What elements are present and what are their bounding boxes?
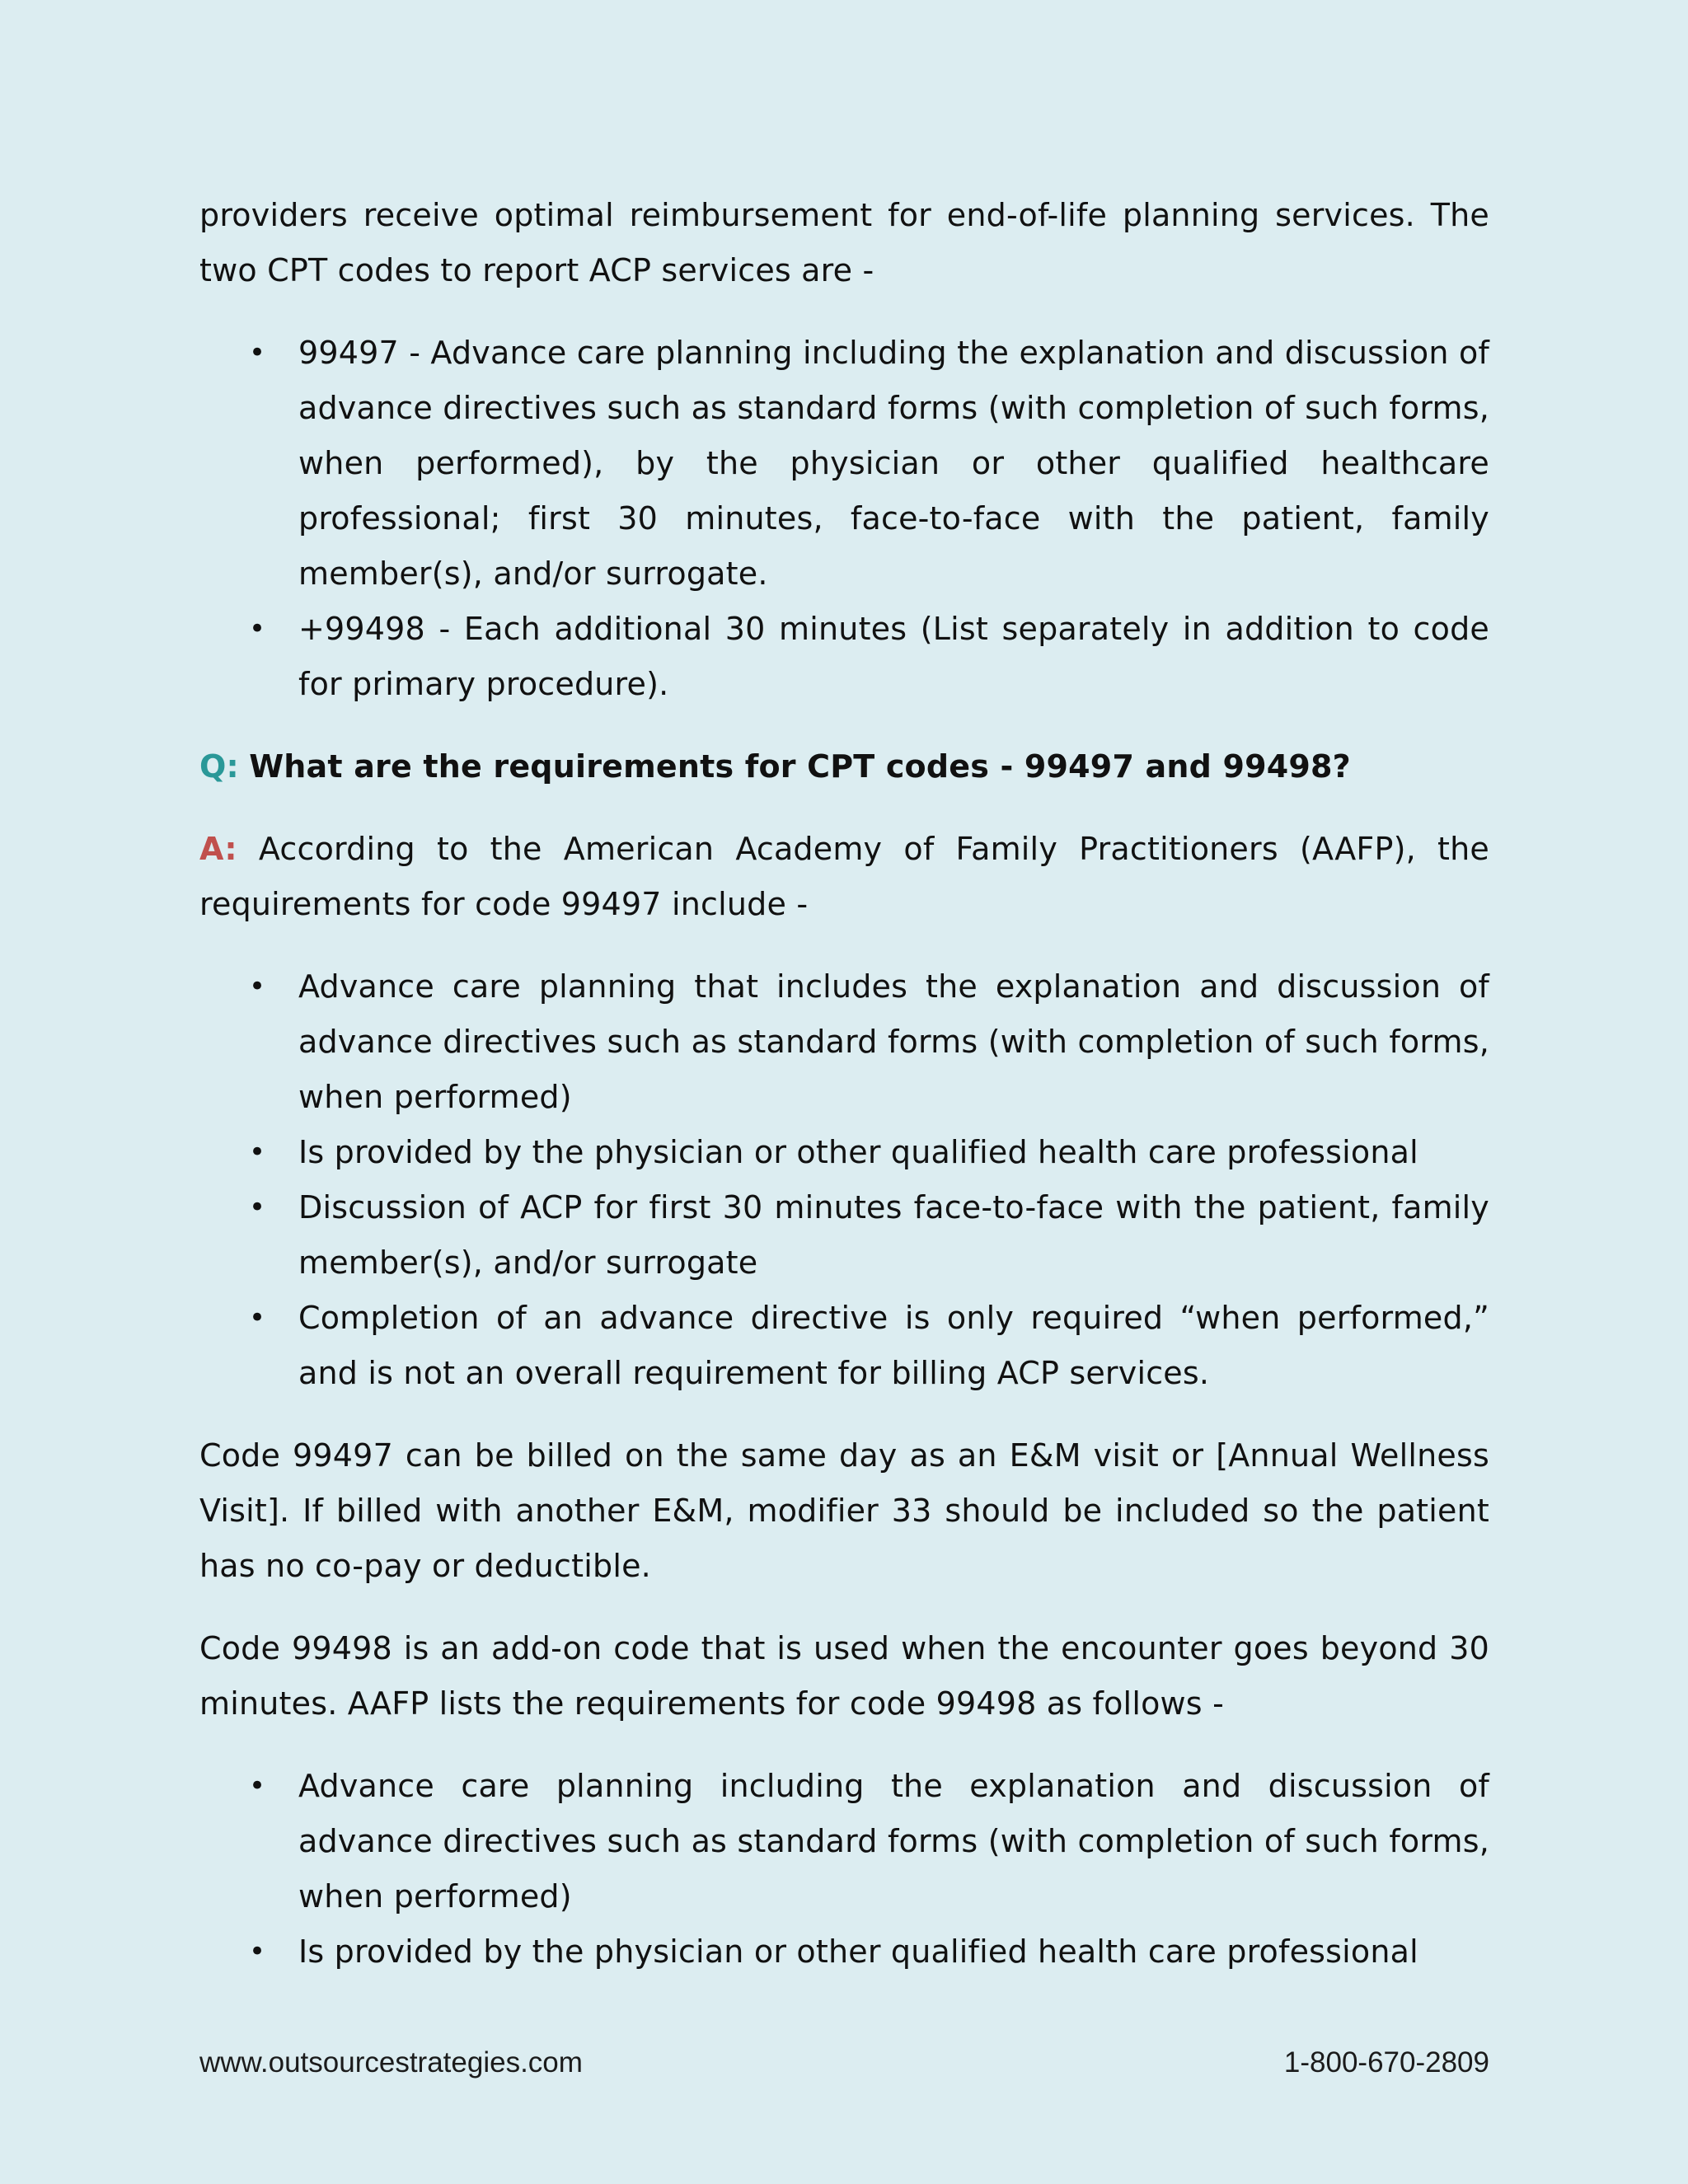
requirements-99498-list xyxy=(199,1759,1489,1980)
requirements-99497-list xyxy=(199,959,1489,1401)
list-item-text: Is provided by the physician or other qualified health care professional xyxy=(298,1134,1418,1170)
answer-label: A: xyxy=(199,831,237,867)
list-item xyxy=(199,1180,1489,1291)
list-item-text: Discussion of ACP for first 30 minutes face-to-face with the patient, family member(s), and/or surrogate xyxy=(298,1189,1489,1281)
list-item-text: +99498 - Each additional 30 minutes (List separately in addition to code for primary procedure). xyxy=(298,611,1489,702)
bullet-icon: • xyxy=(249,1935,266,1968)
bullet-icon: • xyxy=(249,1769,266,1802)
bullet-icon: • xyxy=(249,336,266,369)
bullet-icon: • xyxy=(249,1191,266,1224)
list-item-text: Is provided by the physician or other qualified health care professional xyxy=(298,1933,1418,1970)
intro-paragraph: providers receive optimal reimbursement for end-of-life planning services. The two CPT codes to report ACP services are - xyxy=(199,197,1489,288)
footer-phone-number[interactable]: 1-800-670-2809 xyxy=(1283,2046,1489,2079)
code-99498-paragraph: Code 99498 is an add-on code that is used when the encounter goes beyond 30 minutes. AAFP lists the requirements for code 99498 as follows - xyxy=(199,1630,1489,1722)
bullet-icon: • xyxy=(249,1301,266,1334)
list-item xyxy=(199,602,1489,712)
list-item xyxy=(199,1924,1489,1980)
list-item-text: Advance care planning including the explanation and discussion of advance directives such as standard forms (with completion of such forms, when performed) xyxy=(298,1768,1489,1915)
question-paragraph xyxy=(199,739,1489,794)
list-item xyxy=(199,326,1489,602)
bullet-icon: • xyxy=(249,612,266,645)
answer-paragraph xyxy=(199,822,1489,932)
question-label: Q: xyxy=(199,748,239,785)
answer-text: According to the American Academy of Family Practitioners (AAFP), the requirements for code 99497 include - xyxy=(199,831,1490,922)
list-item xyxy=(199,1291,1489,1401)
list-item xyxy=(199,1759,1489,1924)
cpt-codes-list xyxy=(199,326,1489,712)
code-99497-paragraph: Code 99497 can be billed on the same day as an E&M visit or [Annual Wellness Visit]. If billed with another E&M, modifier 33 should be included so the patient has no co-pay or deductible. xyxy=(199,1437,1489,1584)
list-item-text: Advance care planning that includes the explanation and discussion of advance directives such as standard forms (with completion of such forms, when performed) xyxy=(298,968,1489,1115)
list-item-text: 99497 - Advance care planning including the explanation and discussion of advance directives such as standard forms (with completion of such forms, when performed), by the physician or other qualified healthcare professional; first 30 minutes, face-to-face with the patient, family member(s), and/or surrogate. xyxy=(298,335,1489,592)
list-item xyxy=(199,959,1489,1125)
list-item-text: Completion of an advance directive is only required “when performed,” and is not an overall requirement for billing ACP services. xyxy=(298,1300,1489,1391)
question-text: What are the requirements for CPT codes - 99497 and 99498? xyxy=(249,748,1351,785)
footer-website-link[interactable]: www.outsourcestrategies.com xyxy=(199,2046,583,2079)
list-item xyxy=(199,1125,1489,1180)
bullet-icon: • xyxy=(249,970,266,1003)
page-footer xyxy=(199,2042,1489,2083)
document-body xyxy=(199,188,1489,2007)
bullet-icon: • xyxy=(249,1136,266,1169)
